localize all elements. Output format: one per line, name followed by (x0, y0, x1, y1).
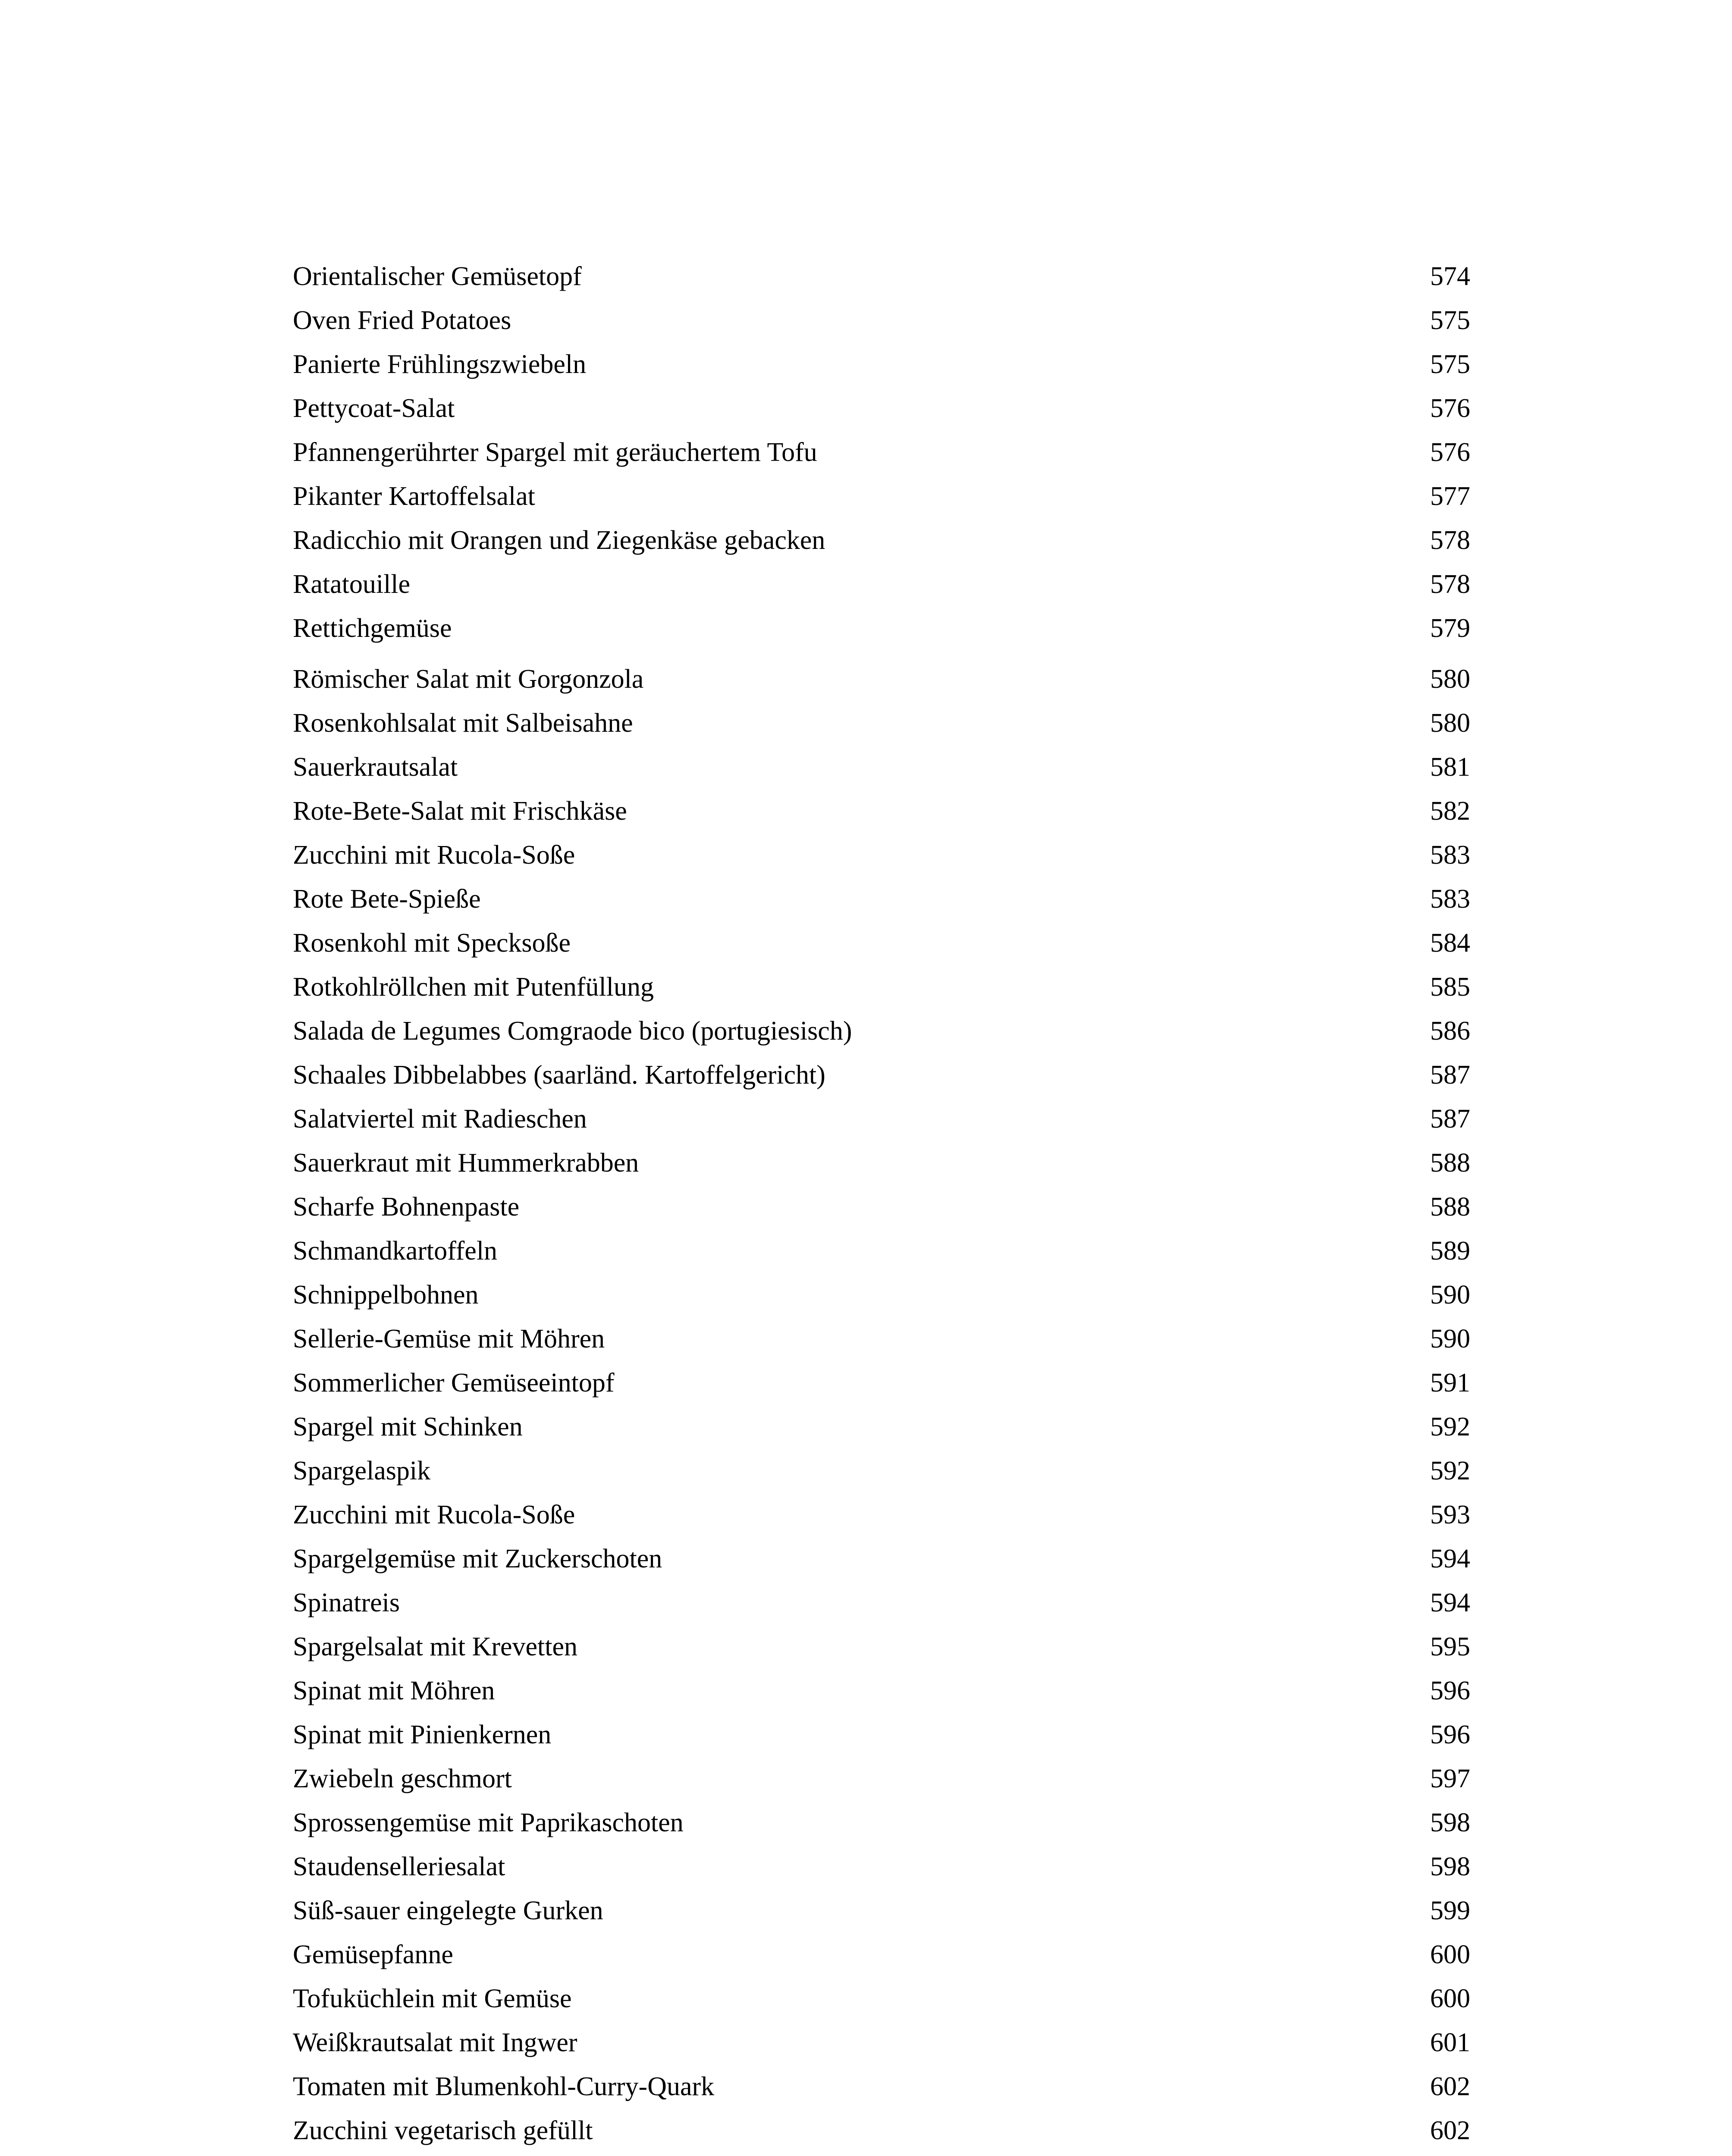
toc-entry (293, 1141, 1470, 1185)
toc-entry-page: 581 (1430, 752, 1470, 782)
toc-entry-page: 599 (1430, 1896, 1470, 1925)
toc-entry (293, 298, 1470, 342)
toc-entry-title: Pikanter Kartoffelsalat (293, 482, 535, 511)
toc-entry-title: Süß-sauer eingelegte Gurken (293, 1896, 603, 1925)
toc-entry-title: Schaales Dibbelabbes (saarländ. Kartoffelgericht) (293, 1060, 825, 1090)
toc-entry-page: 600 (1430, 1940, 1470, 1969)
toc-entry-title: Pfannengerührter Spargel mit geräuchertem Tofu (293, 438, 817, 467)
toc-entry-title: Staudenselleriesalat (293, 1852, 505, 1881)
toc-entry (293, 474, 1470, 518)
table-of-contents (293, 254, 1470, 2153)
toc-entry (293, 342, 1470, 386)
toc-entry-page: 588 (1430, 1148, 1470, 1178)
toc-entry (293, 1097, 1470, 1141)
toc-entry-page: 575 (1430, 350, 1470, 379)
toc-entry-title: Gemüsepfanne (293, 1940, 453, 1969)
toc-entry-page: 592 (1430, 1412, 1470, 1442)
toc-entry (293, 701, 1470, 745)
toc-entry-title: Zwiebeln geschmort (293, 1764, 512, 1793)
toc-entry-title: Rosenkohlsalat mit Salbeisahne (293, 708, 633, 738)
toc-entry (293, 1449, 1470, 1493)
toc-entry-title: Weißkrautsalat mit Ingwer (293, 2028, 577, 2057)
toc-entry-title: Römischer Salat mit Gorgonzola (293, 664, 644, 694)
toc-entry (293, 1977, 1470, 2021)
toc-entry-title: Sauerkraut mit Hummerkrabben (293, 1148, 639, 1178)
toc-entry-title: Radicchio mit Orangen und Ziegenkäse gebacken (293, 526, 825, 555)
toc-entry-title: Spargelgemüse mit Zuckerschoten (293, 1544, 662, 1573)
toc-entry-page: 585 (1430, 972, 1470, 1002)
toc-entry-page: 580 (1430, 708, 1470, 738)
toc-entry (293, 1713, 1470, 1757)
toc-entry-page: 577 (1430, 482, 1470, 511)
toc-entry-page: 596 (1430, 1720, 1470, 1749)
toc-entry-page: 576 (1430, 438, 1470, 467)
toc-entry-page: 578 (1430, 526, 1470, 555)
toc-entry-title: Spinat mit Möhren (293, 1676, 495, 1705)
toc-entry-title: Rotkohlröllchen mit Putenfüllung (293, 972, 654, 1002)
toc-entry-page: 590 (1430, 1280, 1470, 1310)
toc-entry-title: Zucchini mit Rucola-Soße (293, 840, 575, 870)
toc-entry-title: Tomaten mit Blumenkohl-Curry-Quark (293, 2072, 715, 2101)
toc-entry-title: Rote-Bete-Salat mit Frischkäse (293, 796, 627, 826)
toc-entry-page: 594 (1430, 1588, 1470, 1617)
toc-entry (293, 1229, 1470, 1273)
toc-entry-page: 578 (1430, 570, 1470, 599)
toc-entry-page: 584 (1430, 928, 1470, 958)
toc-entry-title: Oven Fried Potatoes (293, 306, 511, 335)
toc-entry (293, 1669, 1470, 1713)
toc-entry (293, 657, 1470, 701)
toc-entry-title: Zucchini vegetarisch gefüllt (293, 2116, 593, 2145)
toc-entry-title: Spargelaspik (293, 1456, 431, 1485)
toc-entry-page: 597 (1430, 1764, 1470, 1793)
toc-entry-title: Pettycoat-Salat (293, 394, 455, 423)
toc-entry-page: 580 (1430, 664, 1470, 694)
toc-entry-page: 575 (1430, 306, 1470, 335)
toc-entry-page: 588 (1430, 1192, 1470, 1222)
toc-entry (293, 1757, 1470, 1801)
toc-entry-page: 587 (1430, 1060, 1470, 1090)
toc-entry-title: Schnippelbohnen (293, 1280, 479, 1310)
toc-entry-title: Salatviertel mit Radieschen (293, 1104, 587, 1134)
toc-entry-page: 592 (1430, 1456, 1470, 1485)
toc-entry-page: 590 (1430, 1324, 1470, 1354)
toc-entry-title: Zucchini mit Rucola-Soße (293, 1500, 575, 1529)
toc-entry-page: 598 (1430, 1808, 1470, 1837)
toc-entry-page: 583 (1430, 884, 1470, 914)
toc-entry-page: 574 (1430, 262, 1470, 291)
toc-entry-title: Scharfe Bohnenpaste (293, 1192, 520, 1222)
toc-entry (293, 789, 1470, 833)
toc-entry-title: Salada de Legumes Comgraode bico (portugiesisch) (293, 1016, 852, 1046)
toc-entry-title: Spinatreis (293, 1588, 400, 1617)
toc-entry-title: Orientalischer Gemüsetopf (293, 262, 582, 291)
toc-entry-page: 600 (1430, 1984, 1470, 2013)
toc-entry-page: 591 (1430, 1368, 1470, 1398)
toc-entry-page: 594 (1430, 1544, 1470, 1573)
toc-entry (293, 606, 1470, 650)
toc-entry (293, 833, 1470, 877)
toc-entry-page: 587 (1430, 1104, 1470, 1134)
toc-entry-page: 602 (1430, 2116, 1470, 2145)
toc-entry-title: Sommerlicher Gemüseeintopf (293, 1368, 615, 1398)
toc-entry (293, 2021, 1470, 2065)
toc-entry (293, 1185, 1470, 1229)
toc-entry-title: Rosenkohl mit Specksoße (293, 928, 571, 958)
toc-entry (293, 1273, 1470, 1317)
toc-entry (293, 1493, 1470, 1537)
toc-entry (293, 2065, 1470, 2109)
toc-entry-title: Tofuküchlein mit Gemüse (293, 1984, 572, 2013)
toc-entry (293, 1009, 1470, 1053)
toc-entry-title: Rote Bete-Spieße (293, 884, 481, 914)
toc-entry-title: Sauerkrautsalat (293, 752, 458, 782)
toc-entry (293, 1625, 1470, 1669)
toc-entry (293, 1405, 1470, 1449)
toc-entry-page: 602 (1430, 2072, 1470, 2101)
toc-entry-title: Spargel mit Schinken (293, 1412, 523, 1442)
toc-entry-title: Ratatouille (293, 570, 411, 599)
toc-entry (293, 1537, 1470, 1581)
toc-entry (293, 1801, 1470, 1845)
toc-entry (293, 1845, 1470, 1889)
toc-entry-title: Spinat mit Pinienkernen (293, 1720, 552, 1749)
toc-entry-page: 579 (1430, 614, 1470, 643)
toc-entry (293, 1581, 1470, 1625)
toc-entry-title: Rettichgemüse (293, 614, 452, 643)
toc-entry-page: 595 (1430, 1632, 1470, 1661)
toc-entry (293, 1933, 1470, 1977)
toc-entry-page: 598 (1430, 1852, 1470, 1881)
toc-entry-title: Spargelsalat mit Krevetten (293, 1632, 577, 1661)
toc-entry-title: Panierte Frühlingszwiebeln (293, 350, 587, 379)
toc-entry (293, 1361, 1470, 1405)
toc-entry (293, 430, 1470, 474)
toc-entry (293, 877, 1470, 921)
toc-entry-title: Sprossengemüse mit Paprikaschoten (293, 1808, 684, 1837)
toc-entry (293, 745, 1470, 789)
toc-entry (293, 1317, 1470, 1361)
toc-entry-title: Sellerie-Gemüse mit Möhren (293, 1324, 605, 1354)
toc-entry (293, 562, 1470, 606)
toc-entry (293, 965, 1470, 1009)
toc-entry-page: 589 (1430, 1236, 1470, 1266)
toc-entry (293, 921, 1470, 965)
toc-entry-title: Schmandkartoffeln (293, 1236, 498, 1266)
toc-entry (293, 518, 1470, 562)
toc-entry (293, 1889, 1470, 1933)
toc-entry-page: 576 (1430, 394, 1470, 423)
toc-entry-page: 593 (1430, 1500, 1470, 1529)
toc-entry (293, 2109, 1470, 2153)
toc-entry-page: 586 (1430, 1016, 1470, 1046)
toc-entry-page: 582 (1430, 796, 1470, 826)
toc-entry-page: 596 (1430, 1676, 1470, 1705)
toc-entry-page: 601 (1430, 2028, 1470, 2057)
toc-entry (293, 1053, 1470, 1097)
toc-entry (293, 386, 1470, 430)
toc-entry-page: 583 (1430, 840, 1470, 870)
toc-entry (293, 254, 1470, 298)
